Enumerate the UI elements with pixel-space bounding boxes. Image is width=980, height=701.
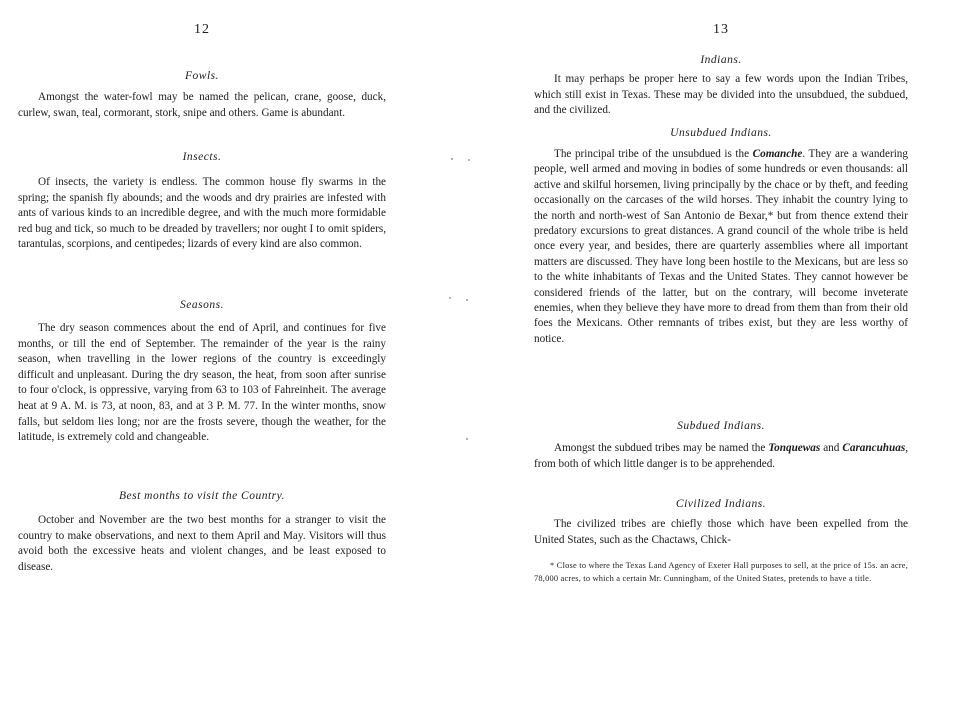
paragraph-insects: Of insects, the variety is endless. The common house fly swarms in the spring; the spanish fly abounds; and the woods and dry prairies are infested with ants of various kinds to an incredible degree, and with the much more formidable red bug and tick, so much to be dreaded by travellers; nor ought I to omit spiders, tarantulas, scorpions, and centipedes; lizards of every kind are also common. bbox=[18, 176, 386, 251]
left-page bbox=[18, 0, 386, 701]
page-number-left: 12 bbox=[194, 22, 210, 37]
tribe-name-carancuhuas: Carancuhuas bbox=[842, 442, 906, 454]
tribe-name-comanche: Comanche bbox=[752, 148, 803, 160]
heading-best-months: Best months to visit the Country. bbox=[119, 490, 285, 502]
heading-subdued-indians: Subdued Indians. bbox=[677, 420, 765, 432]
heading-insects: Insects. bbox=[182, 151, 222, 163]
paragraph-indians: It may perhaps be proper here to say a few words upon the Indian Tribes, which still exist in Texas. These may be divided into the unsubdued, the subdued, and the civilized. bbox=[534, 73, 908, 117]
page-number-right: 13 bbox=[713, 22, 729, 37]
paragraph-unsubdued-indians: The principal tribe of the unsubdued is the Comanche. They are a wandering people, well armed and moving in bodies of some hundreds or even thousands: all active and skilful horsemen, living principally by the chace or by theft, and feeding occasionally on the carcases of the wild horses. They inhabit the country lying to the north and north-west of San Antonio de Bexar,* but from thence extend their predatory excursions to great distances. A grand council of the whole tribe is held once every year, and besides, there are quarterly assemblies where all important matters are discussed. They have long been hostile to the Mexicans, but are less so to the white inhabitants of Texas and the United States. They cannot however be considered friends of the latter, but on the contrary, will become inveterate enemies, when they believe they have more to dread from them than from their old foes the Mexicans. Other remnants of tribes exist, but they are less worthy of notice. bbox=[534, 148, 908, 345]
scan-speck bbox=[468, 159, 470, 161]
tribe-name-tonquewas: Tonquewas bbox=[768, 442, 821, 454]
scan-speck bbox=[466, 299, 468, 301]
scan-speck bbox=[451, 158, 453, 160]
right-page bbox=[534, 0, 908, 701]
heading-seasons: Seasons. bbox=[180, 299, 224, 311]
footnote: * Close to where the Texas Land Agency of Exeter Hall purposes to sell, at the price of 15s. an acre, 78,000 acres, to which a certain Mr. Cunningham, of the United States, pretends to have a title. bbox=[534, 561, 908, 583]
heading-civilized-indians: Civilized Indians. bbox=[675, 498, 767, 510]
paragraph-civilized-indians: The civilized tribes are chiefly those which have been expelled from the United States, such as the Chactaws, Chick- bbox=[534, 518, 908, 546]
scan-speck bbox=[466, 438, 468, 440]
heading-indians: Indians. bbox=[700, 54, 742, 66]
paragraph-subdued-indians: Amongst the subdued tribes may be named the Tonquewas and Carancuhuas, from both of which little danger is to be apprehended. bbox=[534, 442, 908, 470]
paragraph-fowls: Amongst the water-fowl may be named the pelican, crane, goose, duck, curlew, swan, teal, cormorant, stork, snipe and others. Game is abundant. bbox=[18, 91, 386, 119]
paragraph-seasons: The dry season commences about the end of April, and continues for five months, or till the end of September. The remainder of the year is the rainy season, when travelling in the lower regions of the country is exceedingly difficult and unpleasant. During the dry season, the heat, from soon after sunrise to four o'clock, is oppressive, varying from 63 to 103 of Fahreinheit. The average heat at 9 A. M. is 73, at noon, 83, and at 3 P. M. 77. In the winter months, snow falls, but seldom lies long; nor are the frosts severe, though the weather, for the latitude, is extremely cold and changeable. bbox=[18, 322, 386, 444]
scan-speck bbox=[449, 297, 451, 299]
heading-unsubdued-indians: Unsubdued Indians. bbox=[670, 127, 772, 139]
paragraph-best-months: October and November are the two best months for a stranger to visit the country to make observations, and next to them April and May. Visitors will thus avoid both the excessive heats and violent changes, and be least exposed to disease. bbox=[18, 514, 386, 573]
heading-fowls: Fowls. bbox=[185, 70, 219, 82]
